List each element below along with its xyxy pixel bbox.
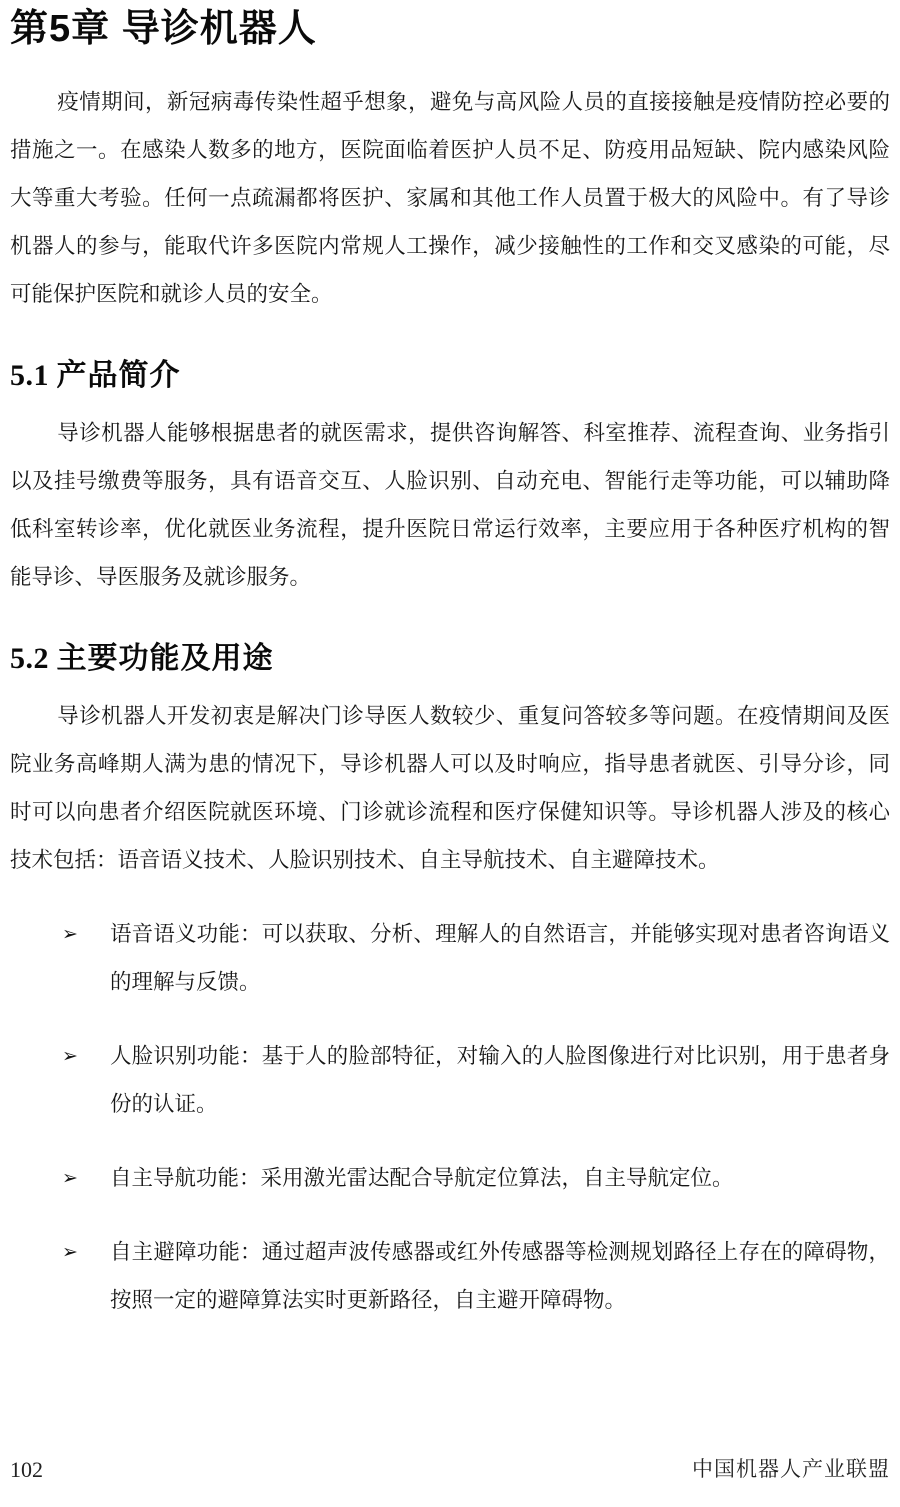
section-5-1-paragraph: 导诊机器人能够根据患者的就医需求，提供咨询解答、科室推荐、流程查询、业务指引以及挂号缴费等服务，具有语音交互、人脸识别、自动充电、智能行走等功能，可以辅助降低科室转诊率，优化就医业务流程，提升医院日常运行效率，主要应用于各种医疗机构的智能导诊、导医服务及就诊服务。 [10, 420, 890, 589]
page-footer [10, 1453, 890, 1487]
arrow-bullet-icon: ➢ [62, 1044, 78, 1067]
intro-paragraph: 疫情期间，新冠病毒传染性超乎想象，避免与高风险人员的直接接触是疫情防控必要的措施之一。在感染人数多的地方，医院面临着医护人员不足、防疫用品短缺、院内感染风险大等重大考验。任何一点疏漏都将医护、家属和其他工作人员置于极大的风险中。有了导诊机器人的参与，能取代许多医院内常规人工操作，减少接触性的工作和交叉感染的可能，尽可能保护医院和就诊人员的安全。 [10, 89, 890, 306]
page-number: 102 [10, 1457, 43, 1482]
section-title: 产品简介 [56, 358, 181, 392]
list-item [10, 1228, 890, 1324]
section-number: 5.1 [10, 358, 49, 392]
list-item [10, 910, 890, 1006]
arrow-bullet-icon: ➢ [62, 1240, 78, 1263]
footer-organization: 中国机器人产业联盟 [692, 1457, 890, 1481]
list-item [10, 1032, 890, 1128]
section-number: 5.2 [10, 641, 49, 675]
bullet-text: 人脸识别功能：基于人的脸部特征，对输入的人脸图像进行对比识别，用于患者身份的认证。 [110, 1043, 890, 1116]
arrow-bullet-icon: ➢ [62, 1166, 78, 1189]
arrow-bullet-icon: ➢ [62, 922, 78, 945]
section-heading-5-2 [10, 639, 890, 678]
section-heading-5-1 [10, 356, 890, 395]
bullet-text: 语音语义功能：可以获取、分析、理解人的自然语言，并能够实现对患者咨询语义的理解与反馈。 [110, 921, 890, 994]
section-title: 主要功能及用途 [56, 641, 274, 675]
feature-bullet-list [10, 910, 890, 1324]
bullet-text: 自主导航功能：采用激光雷达配合导航定位算法，自主导航定位。 [110, 1165, 734, 1190]
list-item [10, 1154, 890, 1202]
section-5-2-paragraph: 导诊机器人开发初衷是解决门诊导医人数较少、重复问答较多等问题。在疫情期间及医院业务高峰期人满为患的情况下，导诊机器人可以及时响应，指导患者就医、引导分诊，同时可以向患者介绍医院就医环境、门诊就诊流程和医疗保健知识等。导诊机器人涉及的核心技术包括：语音语义技术、人脸识别技术、自主导航技术、自主避障技术。 [10, 703, 890, 872]
bullet-text: 自主避障功能：通过超声波传感器或红外传感器等检测规划路径上存在的障碍物，按照一定的避障算法实时更新路径，自主避开障碍物。 [110, 1239, 890, 1312]
chapter-title: 第5章 导诊机器人 [10, 8, 317, 50]
